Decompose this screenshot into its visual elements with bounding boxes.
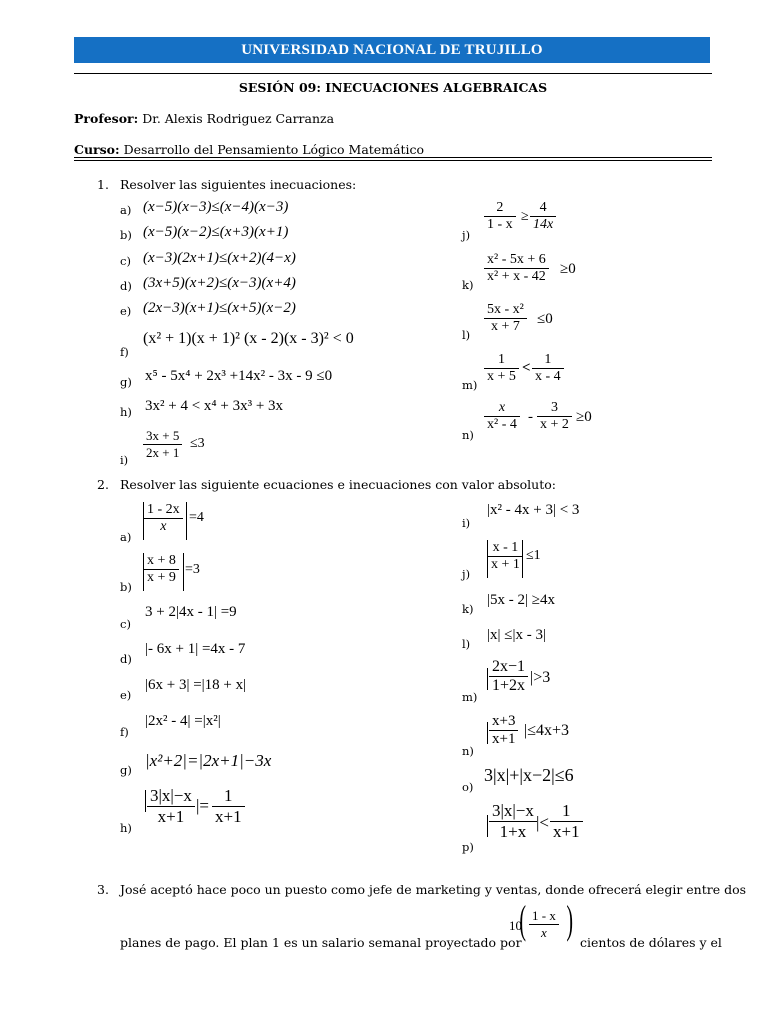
numerator: 3|x|−x [147,786,195,807]
numerator: 4 [539,200,547,215]
q1-item-label: b) [120,228,132,242]
q2-item-label: h) [120,821,132,835]
abs-bar [145,790,146,812]
fraction [550,801,583,842]
q2-equation: |x| ≤|x - 3| [487,627,546,643]
q1-inequality: 3x² + 4 < x⁴ + 3x³ + 3x [145,398,284,414]
denominator: x + 1 [491,557,520,572]
q2-text: Resolver las siguiente ecuaciones e inecuaciones con valor absoluto: [120,477,556,492]
fraction [529,908,559,941]
relation: =4 [189,510,204,525]
q2-equation: |x²+2|=|2x+1|−3x [145,751,272,770]
curso-line [74,142,424,157]
numerator: 3|x|−x [489,801,537,822]
abs-bar [183,553,184,591]
q2-item-label: a) [120,530,132,544]
q1-item-label: e) [120,304,132,318]
university-banner: UNIVERSIDAD NACIONAL DE TRUJILLO [74,37,710,63]
q3-text-line2: planes de pago. El plan 1 es un salario semanal proyectado por [120,935,522,950]
top-rule [74,73,712,74]
fraction [484,352,519,385]
q2-item-label: m) [462,690,478,704]
q1-item-label: a) [120,203,132,217]
denominator: x² + x - 42 [487,269,546,284]
numerator: 2 [496,200,504,215]
denominator: x+1 [215,807,242,826]
q3-text-line2-end: cientos de dólares y el [580,935,722,950]
q2-item-label: d) [120,652,132,666]
q2-item-label: l) [462,637,471,651]
q1-item-label: c) [120,254,131,268]
coefficient: 10 [509,918,522,933]
right-paren: ) [566,897,573,942]
numerator: x² - 5x + 6 [484,252,549,269]
abs-bar [522,540,523,578]
fraction [489,713,518,748]
denominator: 14x [530,216,556,233]
abs-bar [186,502,187,540]
numerator: 5x - x² [484,302,527,319]
fraction [484,400,520,433]
denominator: x+1 [492,731,516,747]
q1-item-label: i) [120,453,129,467]
profesor-name: Dr. Alexis Rodriguez Carranza [138,111,335,126]
profesor-label: Profesor: [74,111,139,126]
profesor-line [74,111,334,126]
fraction [532,352,564,385]
q1-item-label: g) [120,375,132,389]
curso-label: Curso: [74,142,120,157]
numerator: 1 [497,352,505,367]
numerator: x - 1 [488,540,523,557]
session-title: SESIÓN 09: INECUACIONES ALGEBRAICAS [238,80,548,95]
relation: < [522,360,531,376]
fraction [143,428,182,461]
q2-equation: |2x² - 4| =|x²| [145,713,221,729]
numerator: 1 - 2x [144,502,183,519]
numerator: 1 [212,786,245,807]
q2-item-label: p) [462,840,474,854]
relation: ≤1 [526,548,541,563]
q2-item-label: b) [120,580,132,594]
relation: |≤4x+3 [524,722,570,739]
q1-item-label: f) [120,345,129,359]
fraction [147,786,195,827]
fraction [530,200,556,233]
relation: ≥ [521,209,529,224]
q2-equation: |x² - 4x + 3| < 3 [487,502,580,518]
relation: ≥0 [560,261,576,277]
header-rule-1 [74,157,712,158]
fraction [144,502,183,535]
q1-inequality: (2x−3)(x+1)≤(x+5)(x−2) [143,300,296,316]
q2-equation: |6x + 3| =|18 + x| [145,677,247,693]
q2-item-label: c) [120,617,131,631]
numerator: 3 [550,400,558,415]
fraction [537,400,572,433]
q2-equation: |5x - 2| ≥4x [487,592,555,608]
numerator: 1 [550,801,583,822]
q1-item-label: l) [462,328,471,342]
q2-item-label: e) [120,688,132,702]
left-paren: ( [519,897,526,942]
q1-inequality: (x−5)(x−2)≤(x+3)(x+1) [143,224,289,240]
q3-text-line1: José aceptó hace poco un puesto como jefe de marketing y ventas, donde ofrecerá elegir entre dos [120,882,747,897]
q2-equation: 3 + 2|4x - 1| =9 [145,604,237,620]
abs-bar [487,668,488,690]
abs-bar [487,815,488,837]
header-rule-2 [74,160,712,161]
q2-item-label: g) [120,763,132,777]
fraction [484,252,549,285]
relation: ≤0 [537,311,553,327]
denominator: x [529,924,559,941]
denominator: 1 - x [484,216,516,233]
denominator: x + 7 [490,319,520,334]
q1-inequality: (x² + 1)(x + 1)² (x - 2)(x - 3)² < 0 [143,330,354,347]
relation: =3 [185,562,200,577]
denominator: x - 4 [532,368,564,385]
numerator: 1 [544,352,552,367]
fraction [144,553,179,586]
fraction [212,786,245,827]
q2-item-label: k) [462,602,474,616]
q1-item-label: m) [462,378,478,392]
numerator: 3x + 5 [143,428,182,445]
q1-text: Resolver las siguientes inecuaciones: [120,177,357,192]
denominator: x+1 [157,807,185,826]
q1-item-label: j) [462,228,471,242]
q3-number: 3. [97,882,109,897]
q2-equation: 3|x|+|x−2|≤6 [484,765,574,785]
abs-bar [487,722,488,744]
q2-item-label: i) [462,516,471,530]
q1-item-label: h) [120,405,132,419]
numerator: x [498,400,506,415]
q2-number: 2. [97,477,109,492]
q1-inequality: (x−5)(x−3)≤(x−4)(x−3) [143,199,289,215]
numerator: 2x−1 [489,658,528,677]
q2-equation: |- 6x + 1| =4x - 7 [145,641,246,657]
q1-inequality: (x−3)(2x+1)≤(x+2)(4−x) [143,250,296,266]
numerator: 1 - x [532,908,556,923]
denominator: 1+2x [492,677,526,694]
q1-inequality: x⁵ - 5x⁴ + 2x³ +14x² - 3x - 9 ≤0 [145,368,333,384]
relation: |< [536,813,549,832]
q1-item-label: k) [462,278,474,292]
relation: ≤3 [190,436,205,451]
relation: - [528,409,533,425]
fraction [489,658,528,695]
q1-number: 1. [97,177,109,192]
q1-item-label: n) [462,428,474,442]
denominator: x + 5 [484,368,519,385]
denominator: x² - 4 [484,416,520,433]
fraction [484,302,527,335]
fraction [488,540,523,573]
relation: |>3 [530,669,551,686]
fraction [484,200,516,233]
q2-item-label: j) [462,567,471,581]
numerator: x + 8 [144,553,179,570]
q2-item-label: o) [462,780,474,794]
relation: ≥0 [576,409,592,425]
q1-item-label: d) [120,279,132,293]
denominator: x+1 [553,822,580,841]
denominator: x [160,519,167,534]
relation: |= [196,796,209,815]
denominator: 2x + 1 [146,445,180,460]
q1-inequality: (3x+5)(x+2)≤(x−3)(x+4) [143,275,296,291]
curso-name: Desarrollo del Pensamiento Lógico Matemático [119,142,425,157]
q2-item-label: f) [120,725,129,739]
denominator: x + 9 [147,570,176,585]
fraction [489,801,537,842]
numerator: x+3 [489,713,518,731]
q2-item-label: n) [462,744,474,758]
denominator: x + 2 [537,416,572,433]
denominator: 1+x [499,822,527,841]
